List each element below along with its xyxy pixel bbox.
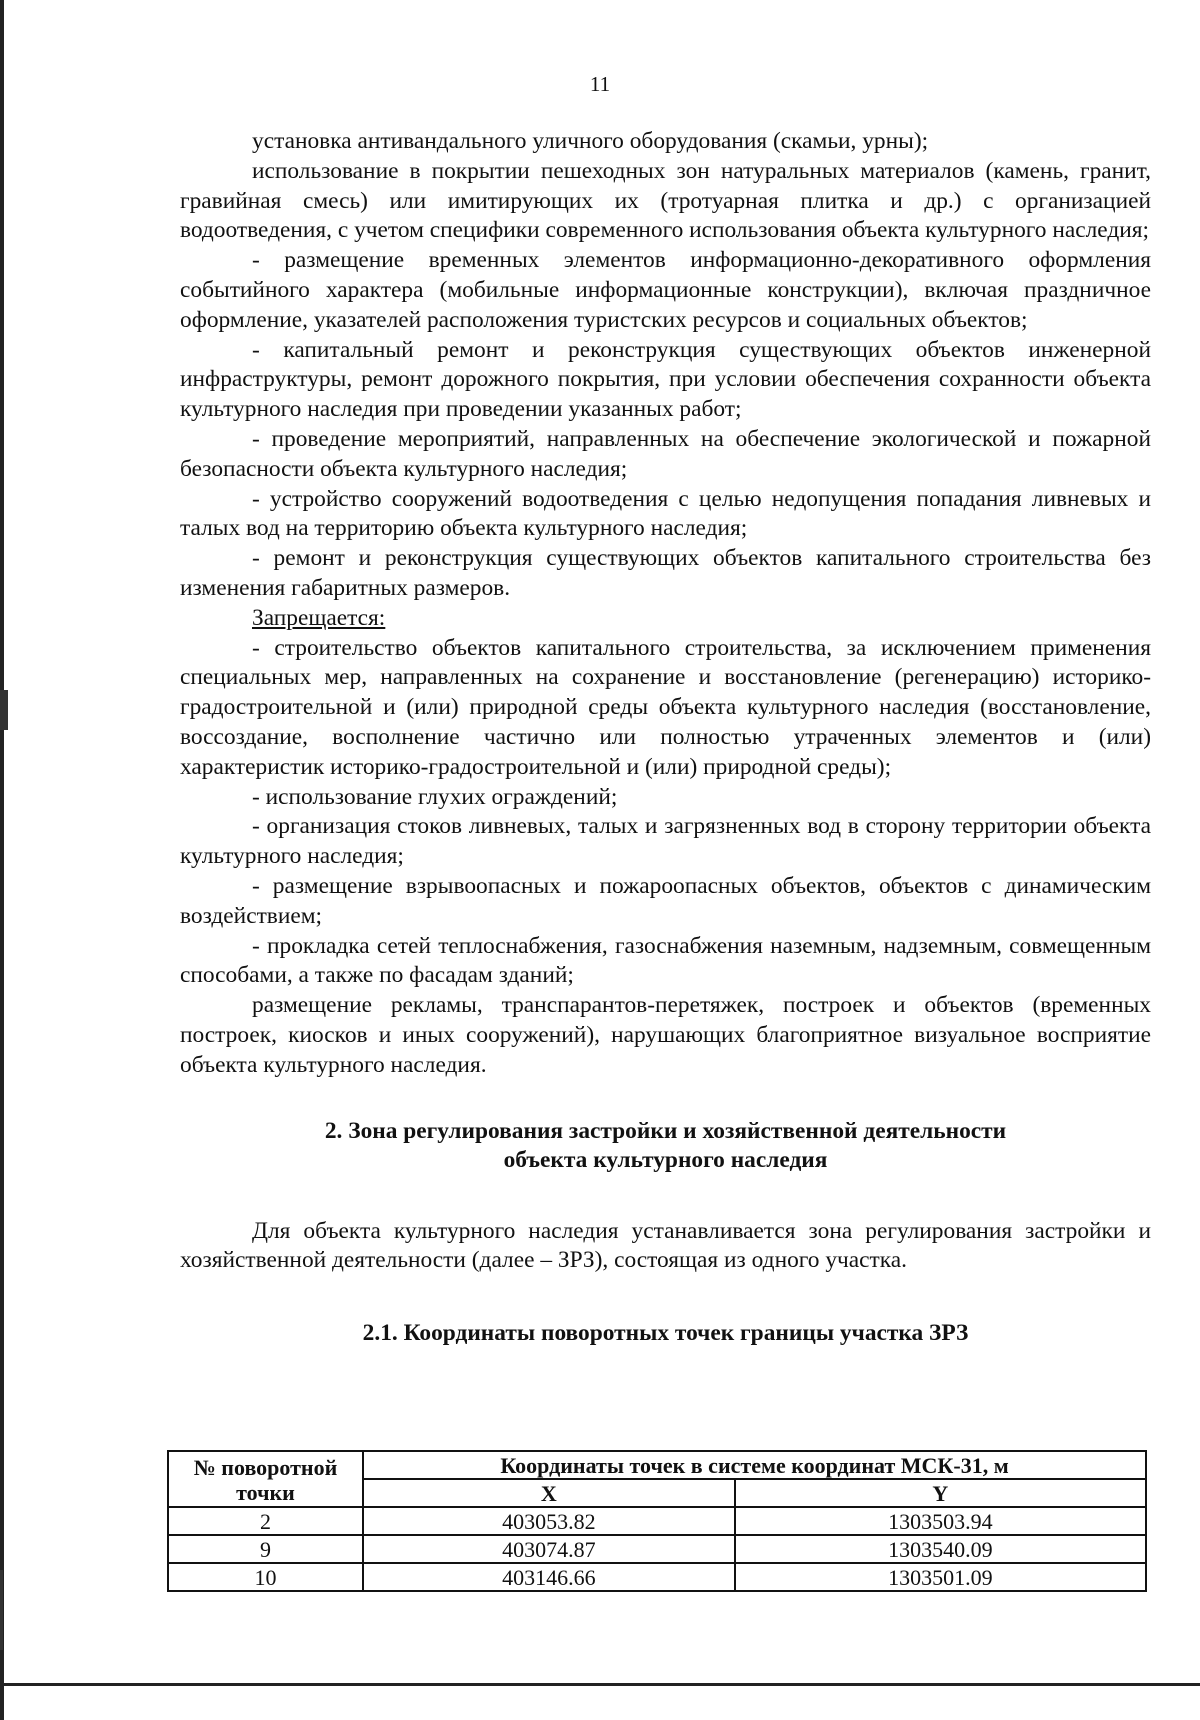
y-cell: 1303501.09 <box>735 1563 1146 1591</box>
point-number-header <box>168 1451 363 1507</box>
paragraph: - устройство сооружений водоотведения с целью недопущения попадания ливневых и талых вод на территорию объекта культурного наследия; <box>180 485 1151 542</box>
table-row <box>168 1507 1146 1535</box>
x-cell: 403146.66 <box>363 1563 735 1591</box>
point-cell: 9 <box>168 1535 363 1563</box>
coordinates-header: Координаты точек в системе координат МСК-31, м <box>363 1451 1146 1479</box>
scan-edge-mark <box>0 690 8 730</box>
paragraph: - строительство объектов капитального строительства, за исключением применения специальных мер, направленных на сохранение и восстановление (регенерацию) историко-градостроительной и (или) природной среды объекта культурного наследия (восстановление, воссоздание, восполнение частично или полностью утраченных элементов и (или) характеристик историко-градостроительной и (или) природной среды); <box>180 634 1151 780</box>
paragraph: - ремонт и реконструкция существующих объектов капитального строительства без изменения габаритных размеров. <box>180 545 1151 601</box>
paragraph: - прокладка сетей теплоснабжения, газоснабжения наземным, надземным, совмещенным способами, а также по фасадам зданий; <box>180 932 1151 989</box>
paragraph: - использование глухих ограждений; <box>252 783 618 810</box>
paragraph: - организация стоков ливневых, талых и загрязненных вод в сторону территории объекта культурного наследия; <box>180 813 1151 870</box>
section-title-line: объекта культурного наследия <box>503 1146 828 1173</box>
scan-bottom-edge <box>0 1683 1200 1686</box>
document-body <box>180 127 1151 1349</box>
y-cell: 1303540.09 <box>735 1535 1146 1563</box>
paragraph: использование в покрытии пешеходных зон натуральных материалов (камень, гранит, гравийная смесь) или имитирующих их (тротуарная плитка и др.) с организацией водоотведения, с учетом специфики современного использования объекта культурного наследия; <box>180 157 1151 244</box>
x-header: X <box>363 1479 735 1507</box>
subsection-title: 2.1. Координаты поворотных точек границы участка ЗРЗ <box>362 1320 969 1347</box>
point-cell: 10 <box>168 1563 363 1591</box>
paragraph: - размещение взрывоопасных и пожароопасных объектов, объектов с динамическим воздействием; <box>180 872 1151 929</box>
paragraph: - размещение временных элементов информационно-декоративного оформления событийного характера (мобильные информационные конструкции), включая праздничное оформление, указателей расположения туристских ресурсов и социальных объектов; <box>180 247 1151 333</box>
section-intro: Для объекта культурного наследия устанавливается зона регулирования застройки и хозяйственной деятельности (далее – ЗРЗ), состоящая из одного участка. <box>180 1217 1151 1274</box>
x-cell: 403074.87 <box>363 1535 735 1563</box>
prohibited-heading: Запрещается: <box>252 604 386 631</box>
paragraph: - капитальный ремонт и реконструкция существующих объектов инженерной инфраструктуры, ремонт дорожного покрытия, при условии обеспечения сохранности объекта культурного наследия при проведении указанных работ; <box>180 336 1151 423</box>
header-line: точки <box>236 1479 295 1505</box>
table-row <box>168 1563 1146 1591</box>
point-cell: 2 <box>168 1507 363 1535</box>
table-row <box>168 1535 1146 1563</box>
x-cell: 403053.82 <box>363 1507 735 1535</box>
table-header-row <box>168 1451 1146 1479</box>
paragraph: размещение рекламы, транспарантов-перетяжек, построек и объектов (временных построек, киосков и иных сооружений), нарушающих благоприятное визуальное восприятие объекта культурного наследия. <box>180 992 1151 1078</box>
paragraph: - проведение мероприятий, направленных на обеспечение экологической и пожарной безопасности объекта культурного наследия; <box>180 425 1151 482</box>
y-cell: 1303503.94 <box>735 1507 1146 1535</box>
section-title-line: 2. Зона регулирования застройки и хозяйственной деятельности <box>324 1117 1007 1144</box>
scan-left-edge <box>0 0 4 1720</box>
scan-edge-mark <box>0 1570 3 1650</box>
page-number: 11 <box>589 72 611 96</box>
paragraph: установка антивандального уличного оборудования (скамьи, урны); <box>252 128 929 154</box>
header-line: № поворотной <box>193 1454 338 1480</box>
coordinates-table <box>167 1450 1147 1592</box>
y-header: Y <box>735 1479 1146 1507</box>
section-title <box>180 1117 1151 1175</box>
